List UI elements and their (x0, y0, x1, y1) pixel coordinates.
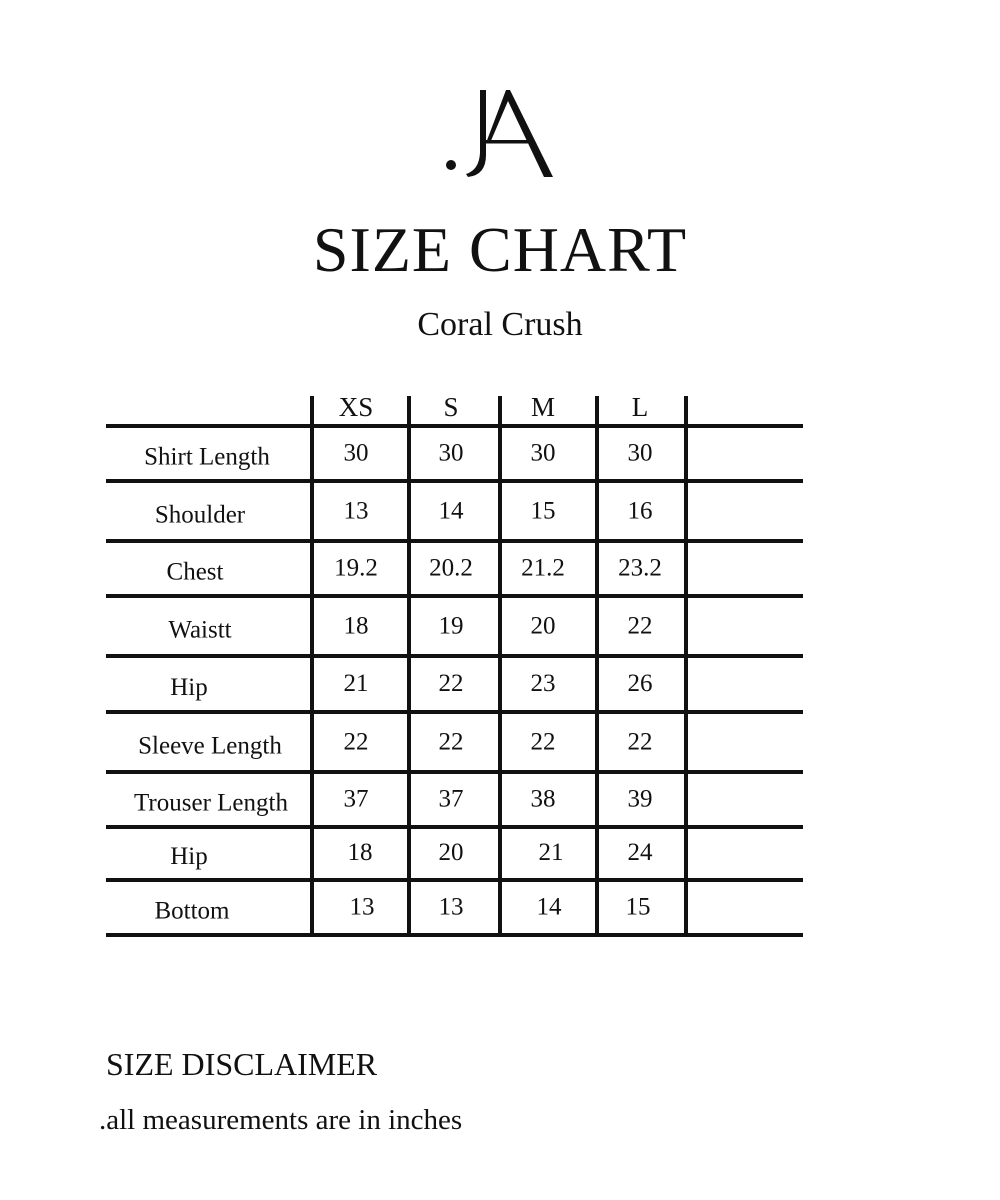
table-cell: 13 (349, 893, 375, 921)
table-cell: 22 (438, 669, 464, 697)
row-label: Shoulder (154, 501, 246, 529)
row-label: Bottom (154, 897, 230, 925)
table-cell: 23.2 (618, 554, 662, 582)
table-cell: 30 (438, 439, 464, 467)
table-cell: 37 (438, 785, 464, 813)
table-cell: 20.2 (429, 554, 473, 582)
table-cell: 22 (438, 728, 464, 756)
table-cell: 39 (627, 785, 653, 813)
table-cell: 19 (438, 612, 464, 640)
size-chart-table (0, 380, 1000, 960)
table-cell: 22 (627, 612, 653, 640)
row-label: Hip (170, 673, 208, 701)
row-label: Hip (170, 842, 208, 870)
column-header-xs: XS (338, 392, 374, 422)
table-cell: 13 (343, 497, 369, 525)
logo-dot (446, 160, 456, 170)
table-cell: 21 (538, 838, 564, 866)
row-label: Chest (166, 558, 224, 586)
disclaimer-text: .all measurements are in inches (99, 1104, 463, 1136)
column-header-l: L (631, 392, 649, 422)
table-cell: 20 (438, 838, 464, 866)
logo-letter-a (486, 90, 553, 177)
logo-crossbar (486, 140, 528, 144)
table-cell: 37 (343, 785, 369, 813)
table-cell: 21.2 (521, 554, 565, 582)
table-cell: 21 (343, 669, 369, 697)
page-title: SIZE CHART (312, 214, 688, 285)
table-cell: 30 (627, 439, 653, 467)
table-cell: 20 (530, 612, 556, 640)
brand-logo (440, 85, 560, 185)
table-cell: 22 (343, 728, 369, 756)
product-name: Coral Crush (417, 306, 583, 343)
table-cell: 14 (438, 497, 464, 525)
table-cell: 15 (625, 893, 651, 921)
row-label: Waistt (168, 616, 232, 644)
table-cell: 30 (343, 439, 369, 467)
table-cell: 15 (530, 497, 556, 525)
column-header-m: M (530, 392, 556, 422)
table-cell: 19.2 (334, 554, 378, 582)
table-cell: 22 (530, 728, 556, 756)
row-label: Shirt Length (144, 443, 270, 471)
table-cell: 22 (627, 728, 653, 756)
row-label: Sleeve Length (138, 732, 282, 760)
column-header-s: S (443, 392, 459, 422)
table-cell: 30 (530, 439, 556, 467)
table-cell: 38 (530, 785, 556, 813)
table-cell: 26 (627, 669, 653, 697)
table-cell: 23 (530, 669, 556, 697)
logo-letter-j (466, 90, 486, 177)
table-cell: 24 (627, 838, 653, 866)
table-cell: 16 (627, 497, 653, 525)
row-label: Trouser Length (134, 789, 288, 817)
table-cell: 13 (438, 893, 464, 921)
table-cell: 18 (343, 612, 369, 640)
table-cell: 18 (347, 838, 373, 866)
table-cell: 14 (536, 893, 562, 921)
disclaimer-title: SIZE DISCLAIMER (106, 1046, 378, 1082)
